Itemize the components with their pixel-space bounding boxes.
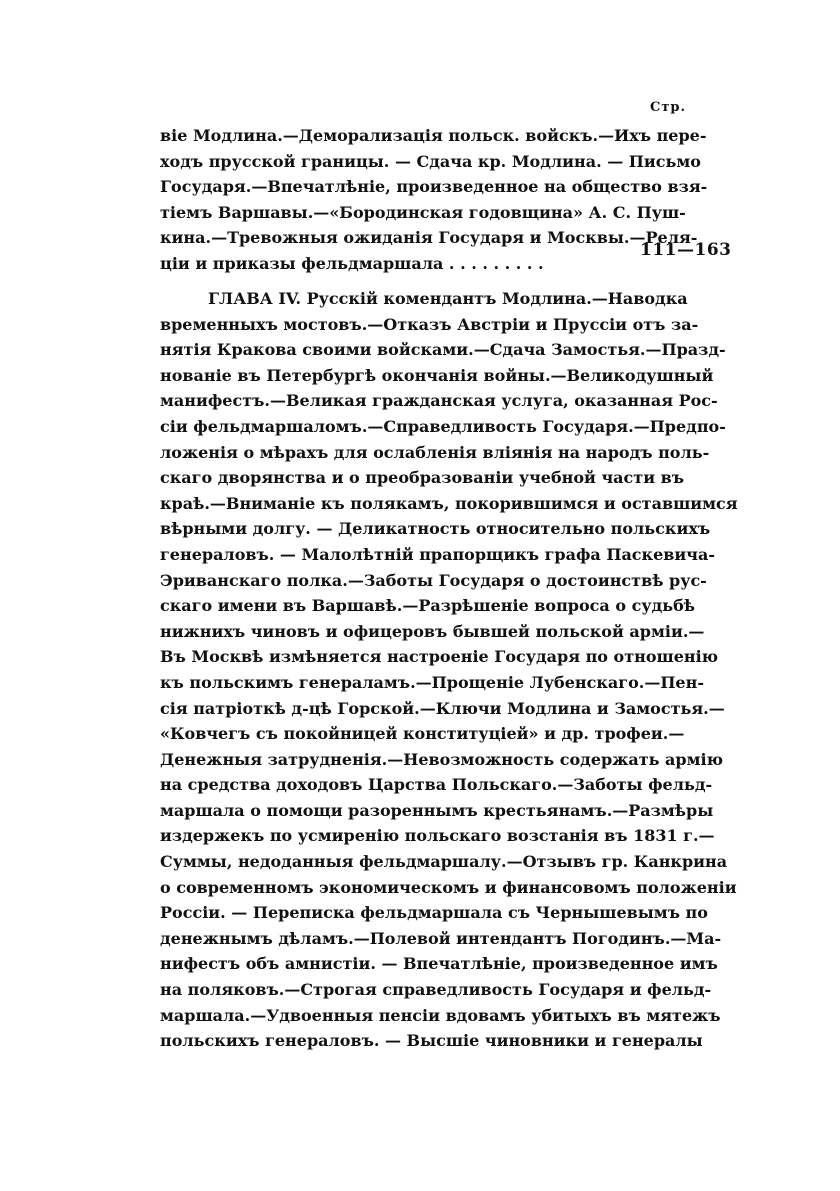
text-line: Суммы, недоданныя фельдмаршалу.—Отзывъ гр. Канкрина (160, 852, 728, 872)
text-line: Россіи. — Переписка фельдмаршала съ Чернышевымъ по (160, 903, 708, 923)
text-line: Государя.—Впечатлѣніе, произведенное на общество взя- (160, 177, 708, 197)
text-line: нижнихъ чиновъ и офицеровъ бывшей польской арміи.— (160, 621, 705, 641)
text-line: Въ Москвѣ измѣняется настроеніе Государя по отношенію (160, 647, 719, 667)
text-line: на средства доходовъ Царства Польскаго.—Заботы фельд- (160, 775, 713, 795)
text-line: временныхъ мостовъ.—Отказъ Австріи и Пруссіи отъ за- (160, 314, 699, 334)
text-line: віе Модлина.—Деморализація польск. войскъ.—Ихъ пере- (160, 126, 707, 145)
text-line: Эриванскаго полка.—Заботы Государя о достоинствѣ рус- (160, 570, 707, 590)
text-line: о современномъ экономическомъ и финансовомъ положеніи (160, 877, 737, 897)
text-line: къ польскимъ генераламъ.—Прощеніе Лубенскаго.—Пен- (160, 672, 704, 692)
text-line: скаго дворянства и о преобразованіи учебной части въ (160, 468, 685, 488)
text-line: краѣ.—Вниманіе къ полякамъ, покорившимся и оставшимся (160, 493, 738, 513)
text-line: нифестъ объ амнистіи. — Впечатлѣніе, произведенное имъ (160, 954, 718, 974)
text-line: издержекъ по усмиренію польскаго возстанія въ 1831 г.— (160, 826, 715, 846)
text-line: нованіе въ Петербургѣ окончанія войны.—Великодушный (160, 365, 714, 385)
text-line: ходъ прусской границы. — Сдача кр. Модлина. — Письмо (160, 151, 701, 171)
text-line: на поляковъ.—Строгая справедливость Государя и фельд- (160, 980, 712, 1000)
text-line: нятія Кракова своими войсками.—Сдача Замостья.—Празд- (160, 340, 726, 360)
text-line: скаго имени въ Варшавѣ.—Разрѣшеніе вопроса о судьбѣ (160, 596, 696, 616)
text-line: ціи и приказы фельдмаршала . . . . . . . . . (160, 253, 544, 273)
text-line: ГЛАВА IV. Русскій комендантъ Модлина.—Наводка (208, 289, 688, 308)
text-line: маршала о помощи разореннымъ крестьянамъ.—Размѣры (160, 800, 714, 820)
text-line: тіемъ Варшавы.—«Бородинская годовщина» А. С. Пуш- (160, 202, 686, 222)
text-line: маршала.—Удвоенныя пенсіи вдовамъ убитыхъ въ мятежъ (160, 1005, 721, 1025)
text-line: польскихъ генераловъ. — Высшіе чиновники и генералы (160, 1031, 703, 1051)
page-column-label: Стр. (650, 100, 687, 115)
text-line: сіи фельдмаршаломъ.—Справедливость Государя.—Предпо- (160, 416, 726, 436)
text-line: сія патріоткѣ д-цѣ Горской.—Ключи Модлина и Замостья.— (160, 698, 725, 718)
text-line: Денежныя затрудненія.—Невозможность содержать армію (160, 749, 723, 769)
text-line: генераловъ. — Малолѣтній прапорщикъ графа Паскевича- (160, 544, 715, 564)
text-line: ложенія о мѣрахъ для ослабленія вліянія на народъ поль- (160, 442, 710, 462)
text-line: денежнымъ дѣламъ.—Полевой интендантъ Погодинъ.—Ма- (160, 928, 722, 948)
page-range: 111—163 (640, 240, 732, 260)
text-line: кина.—Тревожныя ожиданія Государя и Москвы.—Реля- (160, 228, 698, 248)
text-line: вѣрными долгу. — Деликатность относительно польскихъ (160, 519, 711, 539)
chapter-summary (160, 286, 738, 1054)
text-line: «Ковчегъ съ покойницей конституціей» и др. трофеи.— (160, 724, 685, 744)
text-line: манифестъ.—Великая гражданская услуга, оказанная Рос- (160, 391, 718, 411)
